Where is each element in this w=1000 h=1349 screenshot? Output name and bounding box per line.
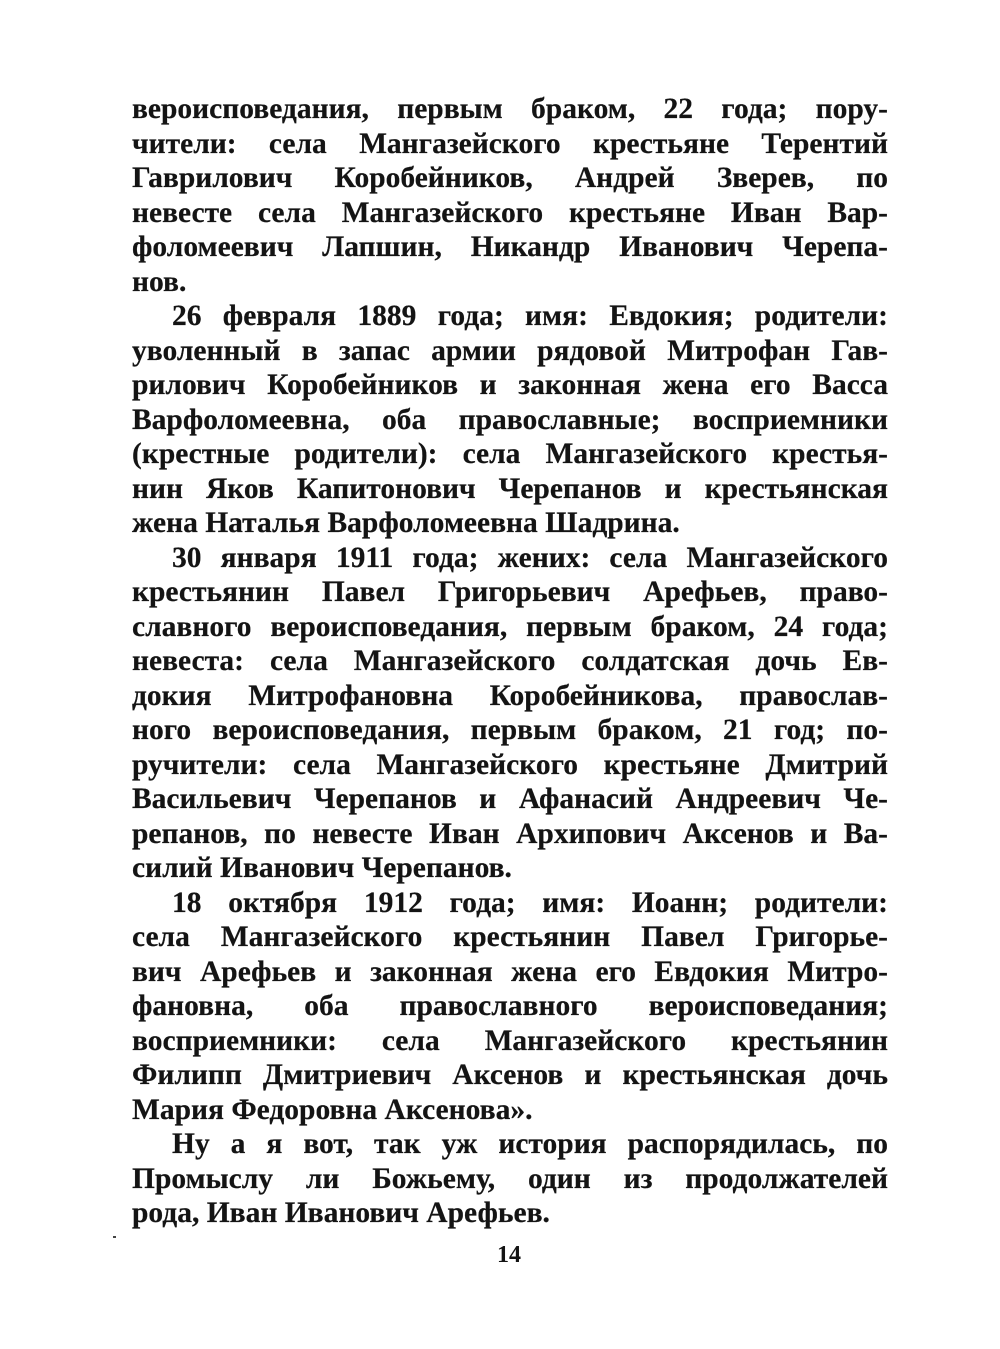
text-line: Варфоломеевна, оба православные; восприемники (132, 403, 888, 436)
text-line: Гаврилович Коробейников, Андрей Зверев, по (132, 162, 888, 194)
paragraph (132, 299, 888, 541)
text-line: ного вероисповедания, первым браком, 21 год; по- (132, 714, 888, 746)
paragraph (132, 92, 888, 299)
text-line: нин Яков Капитонович Черепанов и крестьянская (132, 472, 888, 505)
text-line: Мария Федоровна Аксенова». (132, 1093, 533, 1126)
text-line: силий Иванович Черепанов. (132, 852, 512, 884)
text-line: докия Митрофановна Коробейникова, православ- (132, 679, 888, 712)
text-line: жена Наталья Варфоломеевна Шадрина. (132, 507, 680, 539)
paragraph (132, 886, 888, 1128)
text-line: Васильевич Черепанов и Афанасий Андреевич Че- (132, 783, 888, 815)
text-line: (крестные родители): села Мангазейского крестья- (132, 438, 888, 470)
text-line: чители: села Мангазейского крестьяне Терентий (132, 127, 888, 160)
text-line: невеста: села Мангазейского солдатская дочь Ев- (132, 645, 888, 677)
text-line: славного вероисповедания, первым браком, 24 года; (132, 610, 888, 643)
page-number: 14 (497, 1242, 521, 1268)
paragraph (132, 1127, 888, 1231)
text-line: нов. (132, 265, 187, 298)
text-line: репанов, по невесте Иван Архипович Аксенов и Ва- (132, 817, 888, 850)
text-line: крестьянин Павел Григорьевич Арефьев, право- (132, 576, 888, 608)
text-line: села Мангазейского крестьянин Павел Григорье- (132, 921, 888, 953)
text-line: вич Арефьев и законная жена его Евдокия Митро- (132, 955, 888, 988)
text-line: 18 октября 1912 года; имя: Иоанн; родители: (172, 886, 888, 919)
text-line: Филипп Дмитриевич Аксенов и крестьянская дочь (132, 1059, 888, 1091)
text-line: 30 января 1911 года; жених: села Мангазейского (172, 541, 888, 574)
text-line: фоломеевич Лапшин, Никандр Иванович Черепа- (132, 231, 888, 263)
paragraph (132, 541, 888, 886)
text-line: рилович Коробейников и законная жена его Васса (132, 369, 888, 401)
text-line: рода, Иван Иванович Арефьев. (132, 1197, 550, 1229)
page-text (132, 92, 888, 1231)
text-line: Ну а я вот, так уж история распорядилась, по (172, 1128, 888, 1160)
text-line: вероисповедания, первым браком, 22 года; пору- (132, 93, 888, 125)
text-line: невесте села Мангазейского крестьяне Иван Вар- (132, 196, 888, 229)
text-line: 26 февраля 1889 года; имя: Евдокия; родители: (172, 300, 888, 332)
text-line: ручители: села Мангазейского крестьяне Дмитрий (132, 748, 888, 781)
scan-speck (113, 1236, 116, 1238)
text-line: восприемники: села Мангазейского крестьянин (132, 1024, 888, 1057)
text-line: фановна, оба православного вероисповедания; (132, 990, 888, 1022)
text-line: уволенный в запас армии рядовой Митрофан Гав- (132, 334, 888, 367)
text-line: Промыслу ли Божьему, один из продолжателей (132, 1162, 888, 1195)
